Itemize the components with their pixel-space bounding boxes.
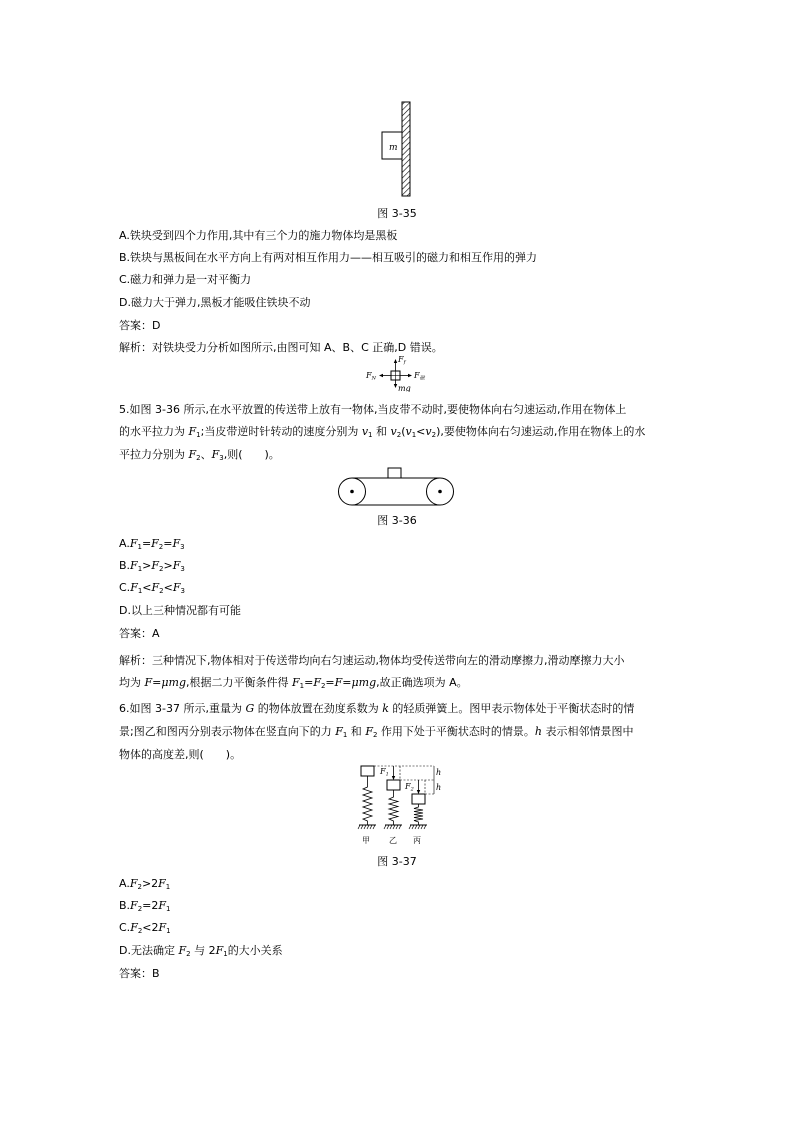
q5-stem-line-1: 5.如图 3-36 所示,在水平放置的传送带上放有一物体,当皮带不动时,要使物体向右匀速运动,作用在物体上 [119, 403, 627, 416]
spring-jia [363, 776, 372, 825]
block-jia [361, 766, 374, 776]
figure-3-35-caption: 图 3-35 [377, 207, 417, 220]
q5-analysis-line-2: 均为 F=μmg,根据二力平衡条件得 $F_1=F_2=F=\mu mg$,故正确选项为 A。 [119, 676, 468, 690]
figure-3-36-caption: 图 3-36 [377, 514, 417, 527]
svg-text:F1: F1 [380, 767, 389, 778]
q5-option-c: $C.F_1<F_2<F_3$ [119, 581, 185, 595]
q4-option-c: C.磁力和弹力是一对平衡力 [119, 273, 252, 286]
label-left: FN [366, 371, 376, 382]
spring-yi [389, 790, 398, 825]
q5-option-d: D.以上三种情况都有可能 [119, 604, 241, 617]
q5-option-b: $B.F_1>F_2>F_3$ [119, 559, 185, 573]
object-on-belt [388, 468, 401, 478]
q5-stem-line-2: 的水平拉力为 $F_1$;当皮带逆时针转动的速度分别为 $v_1$ 和 $v_2(v_1<v_2)$,要使物体向右匀速运动,作用在物体上的水 [119, 425, 646, 439]
q5-stem-line-3: 平拉力分别为 $F_2$、$F_3$,则( )。 [119, 448, 280, 462]
label-yi: 乙 [389, 836, 397, 845]
svg-text:F2: F2 [405, 782, 414, 793]
h-label-2: h [436, 783, 442, 792]
q6-stem-line-1: 6.如图 3-37 所示,重量为 G 的物体放置在劲度系数为 k 的轻质弹簧上。图甲表示物体处于平衡状态时的情 [119, 702, 635, 715]
q4-option-b: B.铁块与黑板间在水平方向上有两对相互作用力——相互吸引的磁力和相互作用的弹力 [119, 251, 538, 264]
q4-answer: 答案：D [119, 319, 161, 332]
q6-option-d: D.无法确定 $F_2$ 与 $2F_1$的大小关系 [119, 944, 283, 958]
mass-label: m [389, 143, 398, 153]
figure-3-37-caption: 图 3-37 [377, 855, 417, 868]
q6-option-b: $B.F_2=2F_1$ [119, 899, 171, 913]
spring-bing [414, 804, 423, 825]
block-yi [387, 780, 400, 790]
label-right: F磁 [414, 371, 425, 382]
q5-analysis-line-1: 解析：三种情况下,物体相对于传送带均向右匀速运动,物体均受传送带向左的滑动摩擦力,滑动摩擦力大小 [119, 654, 625, 667]
q6-option-c: $C.F_2<2F_1$ [119, 921, 171, 935]
q4-option-a: A.铁块受到四个力作用,其中有三个力的施力物体均是黑板 [119, 229, 398, 242]
q6-stem-line-3: 物体的高度差,则( )。 [119, 748, 242, 761]
q6-stem-line-2: 景;图乙和图丙分别表示物体在竖直向下的力 $F_1$ 和 $F_2$ 作用下处于平衡状态时的情景。h 表示相邻情景图中 [119, 725, 634, 739]
q6-answer: 答案：B [119, 967, 160, 980]
q4-option-d: D.磁力大于弹力,黑板才能吸住铁块不动 [119, 296, 311, 309]
h-label-1: h [436, 768, 442, 777]
q6-option-a: $A.F_2>2F_1$ [119, 877, 171, 891]
label-top: Ff [398, 355, 406, 366]
figure-3-37 [350, 763, 448, 847]
blackboard [402, 102, 410, 196]
label-bing: 丙 [413, 836, 421, 845]
block-bing [412, 794, 425, 804]
figure-3-35 [378, 100, 418, 198]
figure-3-36 [336, 466, 458, 508]
label-jia: 甲 [362, 836, 370, 845]
q5-option-a: $A.F_1=F_2=F_3$ [119, 537, 185, 551]
force-diagram [362, 354, 434, 392]
q5-answer: 答案：A [119, 627, 160, 640]
label-bottom: mg [398, 384, 411, 392]
q4-analysis: 解析：对铁块受力分析如图所示,由图可知 A、B、C 正确,D 错误。 [119, 341, 443, 354]
